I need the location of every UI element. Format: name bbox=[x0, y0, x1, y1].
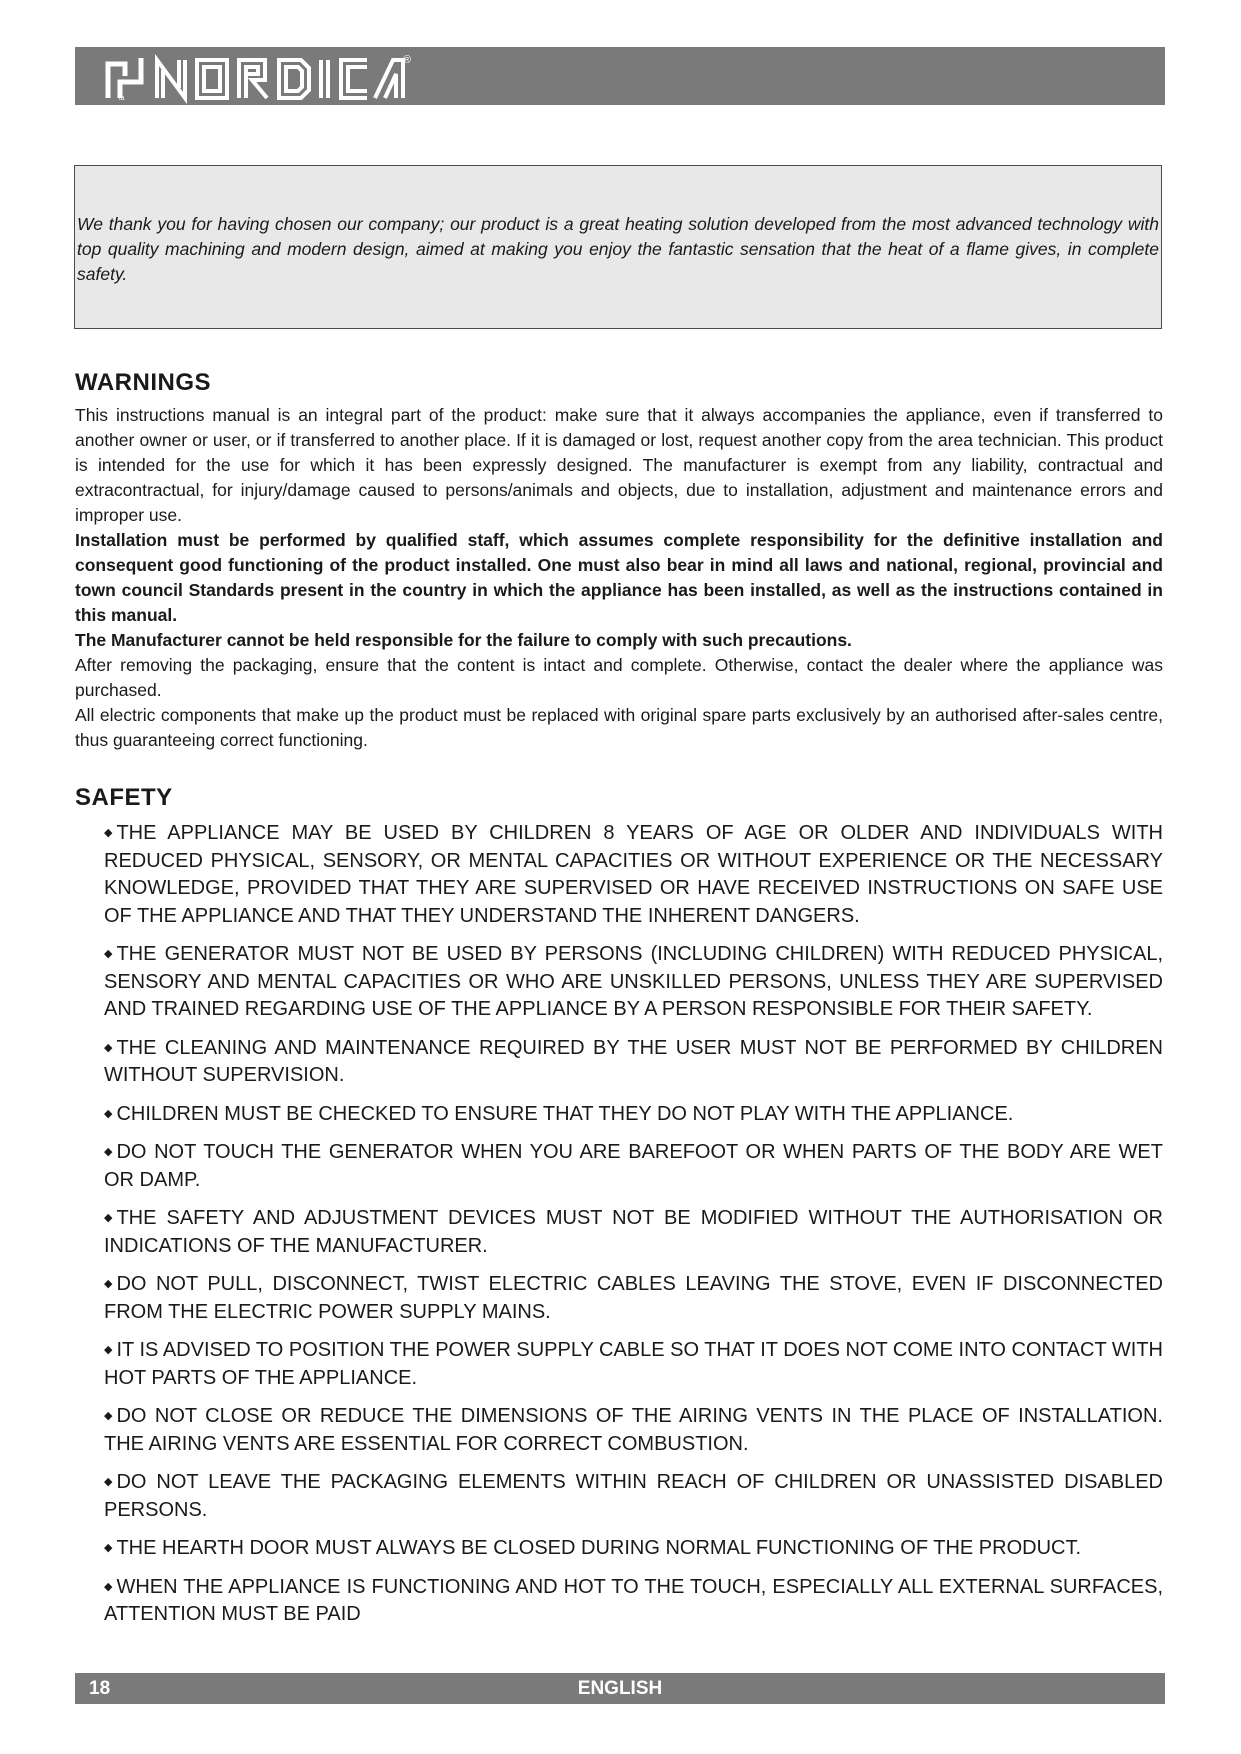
warnings-title: WARNINGS bbox=[75, 369, 211, 396]
footer-bar bbox=[75, 1673, 1165, 1704]
diamond-bullet-icon: ◆ bbox=[104, 1542, 113, 1554]
nordica-logo-icon bbox=[105, 52, 405, 104]
diamond-bullet-icon: ◆ bbox=[104, 1410, 113, 1422]
safety-list bbox=[104, 820, 1163, 1640]
page-number: 18 bbox=[89, 1678, 111, 1699]
diamond-bullet-icon: ◆ bbox=[104, 948, 113, 960]
warnings-body bbox=[75, 403, 1163, 753]
safety-item-text: THE GENERATOR MUST NOT BE USED BY PERSONS (INCLUDING CHILDREN) WITH REDUCED PHYSICAL, SENSORY AND MENTAL CAPACITIES OR WHO ARE UNSKILLED PERSONS, UNLESS THEY ARE SUPERVISED AND TRAINED REGARDING USE OF THE APPLIANCE BY A PERSON RESPONSIBLE FOR THEIR SAFETY. bbox=[104, 943, 1163, 1020]
safety-title: SAFETY bbox=[75, 784, 173, 811]
diamond-bullet-icon: ◆ bbox=[104, 1146, 113, 1158]
safety-item-text: DO NOT CLOSE OR REDUCE THE DIMENSIONS OF THE AIRING VENTS IN THE PLACE OF INSTALLATION. THE AIRING VENTS ARE ESSENTIAL FOR CORRECT COMBUSTION. bbox=[104, 1405, 1163, 1455]
warnings-paragraph: This instructions manual is an integral part of the product: make sure that it always accompanies the appliance, even if transferred to another owner or user, or if transferred to another place. If it is damaged or lost, request another copy from the area technician. This product is intended for the use for which it has been expressly designed. The manufacturer is exempt from any liability, contractual and extracontractual, for injury/damage caused to persons/animals and objects, due to installation, adjustment and maintenance errors and improper use. bbox=[75, 405, 1163, 525]
safety-item-text: CHILDREN MUST BE CHECKED TO ENSURE THAT THEY DO NOT PLAY WITH THE APPLIANCE. bbox=[116, 1102, 1014, 1125]
diamond-bullet-icon: ◆ bbox=[104, 1212, 113, 1224]
diamond-bullet-icon: ◆ bbox=[104, 1580, 113, 1593]
brand-logo bbox=[105, 52, 411, 104]
safety-item bbox=[104, 1139, 1163, 1194]
safety-item bbox=[104, 941, 1163, 1024]
warnings-paragraph-responsibility: The Manufacturer cannot be held responsible for the failure to comply with such precautions. bbox=[75, 630, 852, 650]
intro-box bbox=[74, 165, 1162, 329]
diamond-bullet-icon: ◆ bbox=[104, 1344, 113, 1356]
diamond-bullet-icon: ◆ bbox=[104, 1107, 113, 1120]
diamond-bullet-icon: ◆ bbox=[104, 1278, 113, 1290]
safety-item bbox=[104, 1403, 1163, 1458]
safety-item bbox=[104, 1337, 1163, 1392]
safety-item bbox=[104, 1035, 1163, 1090]
safety-item-text: THE SAFETY AND ADJUSTMENT DEVICES MUST NOT BE MODIFIED WITHOUT THE AUTHORISATION OR INDICATIONS OF THE MANUFACTURER. bbox=[104, 1207, 1163, 1257]
safety-item-text: THE CLEANING AND MAINTENANCE REQUIRED BY THE USER MUST NOT BE PERFORMED BY CHILDREN WITHOUT SUPERVISION. bbox=[104, 1036, 1163, 1086]
safety-item-text: DO NOT TOUCH THE GENERATOR WHEN YOU ARE BAREFOOT OR WHEN PARTS OF THE BODY ARE WET OR DAMP. bbox=[104, 1141, 1163, 1191]
registered-mark: ® bbox=[403, 54, 412, 66]
safety-item-text: THE APPLIANCE MAY BE USED BY CHILDREN 8 YEARS OF AGE OR OLDER AND INDIVIDUALS WITH REDUCED PHYSICAL, SENSORY, OR MENTAL CAPACITIES OR WITHOUT EXPERIENCE OR THE NECESSARY KNOWLEDGE, PROVIDED THAT THEY ARE SUPERVISED OR HAVE RECEIVED INSTRUCTIONS ON SAFE USE OF THE APPLIANCE AND THAT THEY UNDERSTAND THE INHERENT DANGERS. bbox=[104, 822, 1163, 927]
safety-item bbox=[104, 1205, 1163, 1260]
warnings-paragraph-packaging: After removing the packaging, ensure that the content is intact and complete. Otherwise, contact the dealer where the appliance was purchased. bbox=[75, 655, 1163, 700]
warnings-paragraph-electric: All electric components that make up the product must be replaced with original spare parts exclusively by an authorised after-sales centre, thus guaranteeing correct functioning. bbox=[75, 705, 1163, 750]
safety-item bbox=[104, 1101, 1163, 1129]
safety-item-text: WHEN THE APPLIANCE IS FUNCTIONING AND HOT TO THE TOUCH, ESPECIALLY ALL EXTERNAL SURFACES, ATTENTION MUST BE PAID bbox=[104, 1575, 1163, 1625]
diamond-bullet-icon: ◆ bbox=[104, 1476, 113, 1488]
intro-text: We thank you for having chosen our company; our product is a great heating solution developed from the most advanced technology with top quality machining and modern design, aimed at making you enjoy the fantastic sensation that the heat of a flame gives, in complete safety. bbox=[77, 214, 1159, 284]
safety-item bbox=[104, 1469, 1163, 1524]
safety-item bbox=[104, 820, 1163, 930]
safety-item-text: THE HEARTH DOOR MUST ALWAYS BE CLOSED DURING NORMAL FUNCTIONING OF THE PRODUCT. bbox=[116, 1537, 1082, 1559]
diamond-bullet-icon: ◆ bbox=[104, 1041, 113, 1054]
safety-item-text: DO NOT PULL, DISCONNECT, TWIST ELECTRIC CABLES LEAVING THE STOVE, EVEN IF DISCONNECTED FROM THE ELECTRIC POWER SUPPLY MAINS. bbox=[104, 1273, 1163, 1323]
footer-language: ENGLISH bbox=[577, 1678, 663, 1699]
diamond-bullet-icon: ◆ bbox=[104, 827, 113, 839]
safety-item-text: IT IS ADVISED TO POSITION THE POWER SUPPLY CABLE SO THAT IT DOES NOT COME INTO CONTACT WITH HOT PARTS OF THE APPLIANCE. bbox=[104, 1339, 1163, 1389]
safety-item bbox=[104, 1535, 1163, 1563]
safety-item-text: DO NOT LEAVE THE PACKAGING ELEMENTS WITHIN REACH OF CHILDREN OR UNASSISTED DISABLED PERSONS. bbox=[104, 1471, 1163, 1521]
warnings-paragraph-installation: Installation must be performed by qualified staff, which assumes complete responsibility for the definitive installation and consequent good functioning of the product installed. One must also bear in mind all laws and national, regional, provincial and town council Standards present in the country in which the appliance has been installed, as well as the instructions contained in this manual. bbox=[75, 530, 1163, 625]
svg-text:la: la bbox=[119, 95, 125, 102]
safety-item bbox=[104, 1574, 1163, 1629]
safety-item bbox=[104, 1271, 1163, 1326]
